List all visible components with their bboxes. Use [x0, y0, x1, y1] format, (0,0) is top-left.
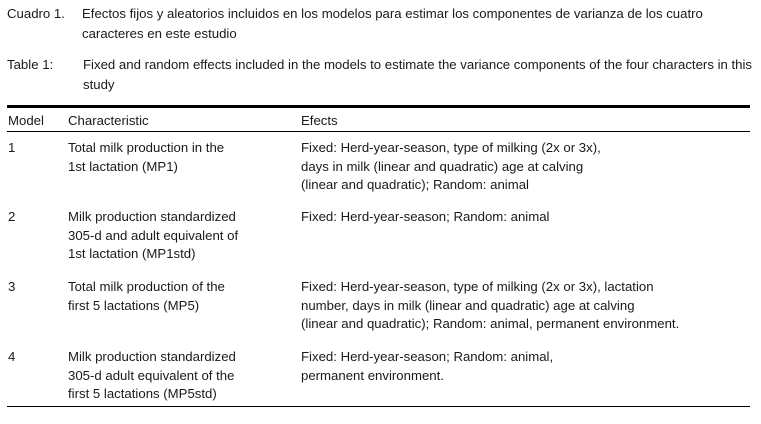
header-effects: Efects — [301, 113, 338, 128]
characteristic-cell: Total milk production in the 1st lactation (MP1) — [68, 140, 225, 174]
model-cell: 3 — [8, 279, 16, 294]
model-cell: 1 — [8, 140, 16, 155]
header-model: Model — [8, 113, 44, 128]
table-bottom-rule — [7, 406, 750, 407]
effects-cell: Fixed: Herd-year-season; Random: animal, permanent environment. — [301, 349, 554, 383]
caption-label: Table 1: — [7, 57, 54, 72]
effects-cell: Fixed: Herd-year-season, type of milking (2x or 3x), lactation number, days in milk (linear and quadratic) age at calving (linear and quadratic); Random: animal, permanent environment. — [301, 279, 680, 331]
effects-cell: Fixed: Herd-year-season; Random: animal — [301, 209, 550, 224]
caption-label: Cuadro 1. — [7, 6, 65, 21]
characteristic-cell: Milk production standardized 305-d and adult equivalent of 1st lactation (MP1std) — [68, 209, 239, 261]
caption-text: Fixed and random effects included in the models to estimate the variance components of the four characters in this study — [83, 57, 753, 92]
model-cell: 2 — [8, 209, 16, 224]
characteristic-cell: Milk production standardized 305-d adult equivalent of the first 5 lactations (MP5std) — [68, 349, 236, 401]
model-cell: 4 — [8, 349, 16, 364]
table-top-rule — [7, 105, 750, 108]
header-characteristic: Characteristic — [68, 113, 149, 128]
characteristic-cell: Total milk production of the first 5 lactations (MP5) — [68, 279, 225, 313]
effects-cell: Fixed: Herd-year-season, type of milking (2x or 3x), days in milk (linear and quadratic) age at calving (linear and quadratic); Random: animal — [301, 140, 601, 192]
caption-text: Efectos fijos y aleatorios incluidos en los modelos para estimar los componentes de varianza de los cuatro caracteres en este estudio — [82, 6, 703, 41]
table-caption-spanish — [7, 4, 703, 41]
table-header-rule — [7, 131, 750, 132]
table-caption-english — [7, 55, 753, 92]
